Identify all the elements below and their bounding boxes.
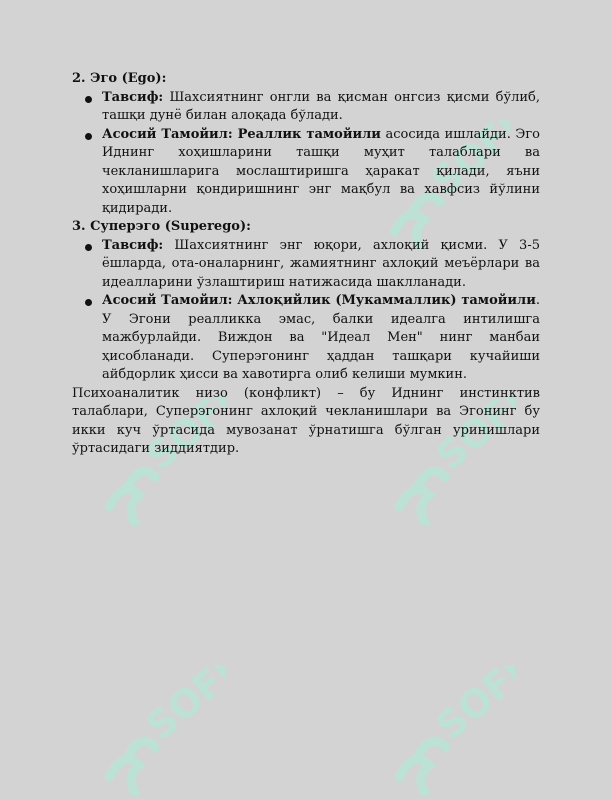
svg-text:SOFF: SOFF	[137, 395, 225, 479]
item-text: Шахсиятнинг онгли ва қисман онгсиз қисми бўлиб, ташқи дунё билан алоқада бўлади.	[102, 89, 540, 123]
conclusion-paragraph: Психоаналитик низо (конфликт) – бу Иднинг инстинктив талаблари, Суперэгонинг ахлоқий чекланишлари ва Эгонинг бу икки куч ўртасида мувозанат ўрнатишга бўлган уринишлари ўртасидаги зиддиятдир.	[72, 385, 540, 456]
svg-text:SOFF: SOFF	[427, 665, 515, 749]
svg-text:SOFF: SOFF	[422, 120, 510, 204]
list-item	[102, 89, 540, 126]
ego-list	[72, 89, 540, 219]
item-label: Тавсиф:	[102, 89, 164, 105]
list-item	[102, 237, 540, 293]
svg-text:SOFF: SOFF	[427, 395, 515, 479]
superego-list	[72, 237, 540, 385]
svg-text:SOFF: SOFF	[137, 665, 225, 749]
item-label: Тавсиф:	[102, 237, 164, 253]
item-label: Асосий Тамойил: Ахлоқийлик (Мукаммаллик) тамойили	[102, 293, 536, 308]
document-page	[72, 70, 540, 459]
watermark-logo	[95, 665, 225, 795]
section-heading-ego: 2. Эго (Ego):	[72, 71, 167, 86]
item-text: . У Эгони реалликка эмас, балки идеалга интилишга мажбурлайди. Виждон ва "Идеал Мен" нинг манбаи ҳисобланади. Суперэгонинг ҳаддан ташқари кучайиши айбдорлик ҳисси ва хавотирга олиб келиши мумкин.	[102, 293, 540, 382]
item-text: асосида ишлайди. Эго Иднинг хоҳишларини ташқи муҳит талаблари ва чекланишларига мослаштиришга ҳаракат қилади, яъни хоҳишларни қондиришнинг энг мақбул ва хавфсиз йўлини қидиради.	[102, 126, 540, 216]
watermark-logo	[385, 665, 515, 795]
section-heading-superego: 3. Суперэго (Superego):	[72, 219, 251, 234]
item-label: Асосий Тамойил: Реаллик тамойили	[102, 126, 381, 142]
item-text: Шахсиятнинг энг юқори, ахлоқий қисми. У 3-5 ёшларда, ота-оналарнинг, жамиятнинг ахлоқий меъёрлари ва идеалларини ўзлаштириш натижасида шаклланади.	[102, 237, 540, 290]
list-item	[102, 126, 540, 219]
list-item	[102, 292, 540, 385]
